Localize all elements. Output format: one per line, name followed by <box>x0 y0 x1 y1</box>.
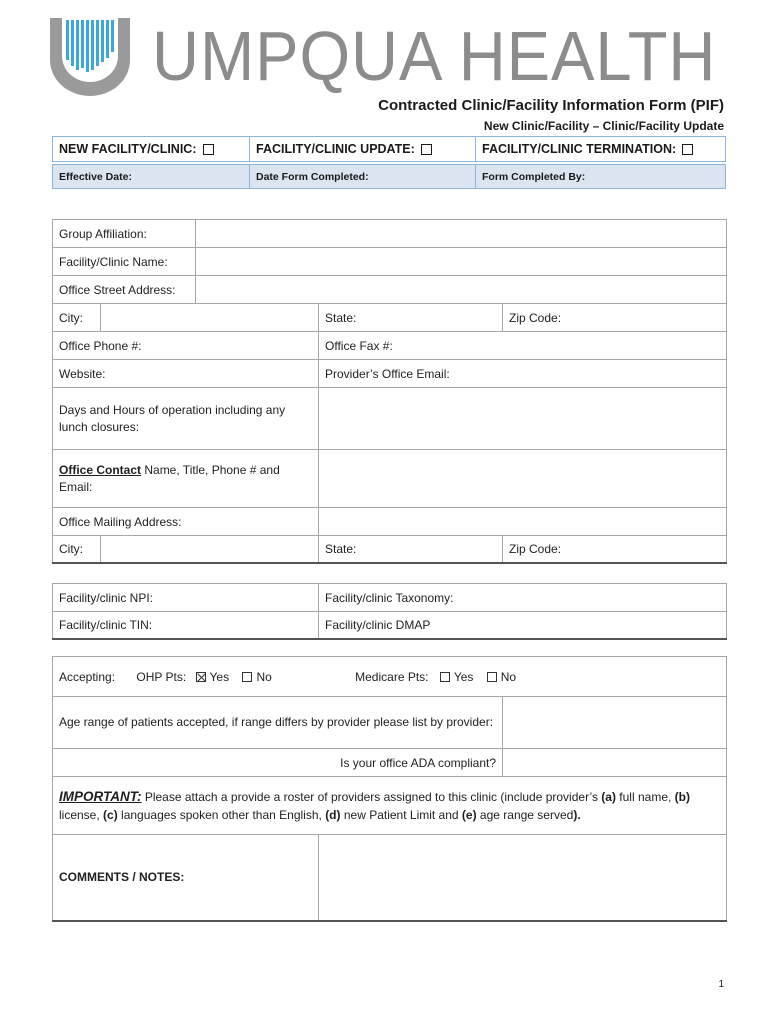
completed-by-field[interactable]: Form Completed By: <box>482 170 586 183</box>
age-range-input[interactable] <box>503 697 727 749</box>
group-affiliation-label: Group Affiliation: <box>53 220 196 248</box>
logo-wordmark: UMPQUA HEALTH <box>152 17 717 95</box>
ohp-yes-option[interactable]: Yes <box>196 670 230 684</box>
medicare-no-option[interactable]: No <box>487 670 516 684</box>
ada-label: Is your office ADA compliant? <box>53 749 503 777</box>
street-address-input[interactable] <box>196 276 727 304</box>
medicare-no-checkbox[interactable] <box>487 672 497 682</box>
mail-zip-field[interactable]: Zip Code: <box>503 536 727 563</box>
new-facility-checkbox[interactable] <box>203 144 214 155</box>
dmap-field[interactable]: Facility/clinic DMAP <box>319 612 727 639</box>
form-meta-row <box>52 164 726 189</box>
facility-termination-label: FACILITY/CLINIC TERMINATION: <box>482 142 677 156</box>
facility-name-label: Facility/Clinic Name: <box>53 248 196 276</box>
facility-update-cell[interactable] <box>250 137 476 161</box>
important-label: IMPORTANT: <box>59 788 142 804</box>
office-contact-desc: Name, Title, Phone # and Email: <box>59 462 280 494</box>
comments-label: COMMENTS / NOTES: <box>53 835 319 921</box>
patients-table <box>52 656 727 922</box>
hours-label: Days and Hours of operation including any lunch closures: <box>53 388 319 450</box>
facility-termination-checkbox[interactable] <box>682 144 693 155</box>
mail-city-label: City: <box>53 536 101 563</box>
office-email-field[interactable]: Provider’s Office Email: <box>319 360 727 388</box>
ohp-label: OHP Pts: <box>136 669 187 684</box>
facility-name-input[interactable] <box>196 248 727 276</box>
street-address-label: Office Street Address: <box>53 276 196 304</box>
group-affiliation-input[interactable] <box>196 220 727 248</box>
important-note: IMPORTANT: Please attach a provide a roster of providers assigned to this clinic (include provider’s (a) full name, (b) license, (c) languages spoken other than English, (d) new Patient Limit and (e) age range served). <box>53 777 727 835</box>
form-title: Contracted Clinic/Facility Information Form (PIF) <box>378 97 724 114</box>
npi-field[interactable]: Facility/clinic NPI: <box>53 584 319 612</box>
form-type-row <box>52 136 726 162</box>
facility-ids-table <box>52 583 727 640</box>
tin-field[interactable]: Facility/clinic TIN: <box>53 612 319 639</box>
accepting-row <box>53 657 727 697</box>
umpqua-shield-icon <box>48 16 132 98</box>
new-facility-cell[interactable] <box>53 137 250 161</box>
medicare-label: Medicare Pts: <box>355 669 429 684</box>
logo <box>48 16 728 100</box>
mail-city-input[interactable] <box>101 536 319 563</box>
office-contact-label <box>53 450 319 508</box>
office-contact-input[interactable] <box>319 450 727 508</box>
date-completed-field[interactable]: Date Form Completed: <box>250 165 476 188</box>
facility-termination-cell[interactable] <box>476 137 725 161</box>
effective-date-field[interactable]: Effective Date: <box>53 165 250 188</box>
city-input[interactable] <box>101 304 319 332</box>
mailing-address-input[interactable] <box>319 508 727 536</box>
facility-info-table <box>52 219 727 564</box>
accepting-label: Accepting: <box>59 669 116 684</box>
page-number: 1 <box>718 979 724 990</box>
age-range-label: Age range of patients accepted, if range differs by provider please list by provider: <box>53 697 503 749</box>
zip-field[interactable]: Zip Code: <box>503 304 727 332</box>
city-label: City: <box>53 304 101 332</box>
mail-state-field[interactable]: State: <box>319 536 503 563</box>
office-fax-field[interactable]: Office Fax #: <box>319 332 727 360</box>
new-facility-label: NEW FACILITY/CLINIC: <box>59 142 197 156</box>
ohp-yes-checkbox[interactable] <box>196 672 206 682</box>
medicare-yes-option[interactable]: Yes <box>440 670 474 684</box>
comments-input[interactable] <box>319 835 727 921</box>
mailing-address-label: Office Mailing Address: <box>53 508 319 536</box>
ada-input[interactable] <box>503 749 727 777</box>
ohp-no-option[interactable]: No <box>242 670 271 684</box>
ohp-no-checkbox[interactable] <box>242 672 252 682</box>
state-field[interactable]: State: <box>319 304 503 332</box>
hours-input[interactable] <box>319 388 727 450</box>
office-contact-heading: Office Contact <box>59 462 142 477</box>
website-field[interactable]: Website: <box>53 360 319 388</box>
form-subtitle: New Clinic/Facility – Clinic/Facility Update <box>483 119 724 133</box>
facility-update-label: FACILITY/CLINIC UPDATE: <box>256 142 415 156</box>
taxonomy-field[interactable]: Facility/clinic Taxonomy: <box>319 584 727 612</box>
facility-update-checkbox[interactable] <box>421 144 432 155</box>
medicare-yes-checkbox[interactable] <box>440 672 450 682</box>
office-phone-field[interactable]: Office Phone #: <box>53 332 319 360</box>
